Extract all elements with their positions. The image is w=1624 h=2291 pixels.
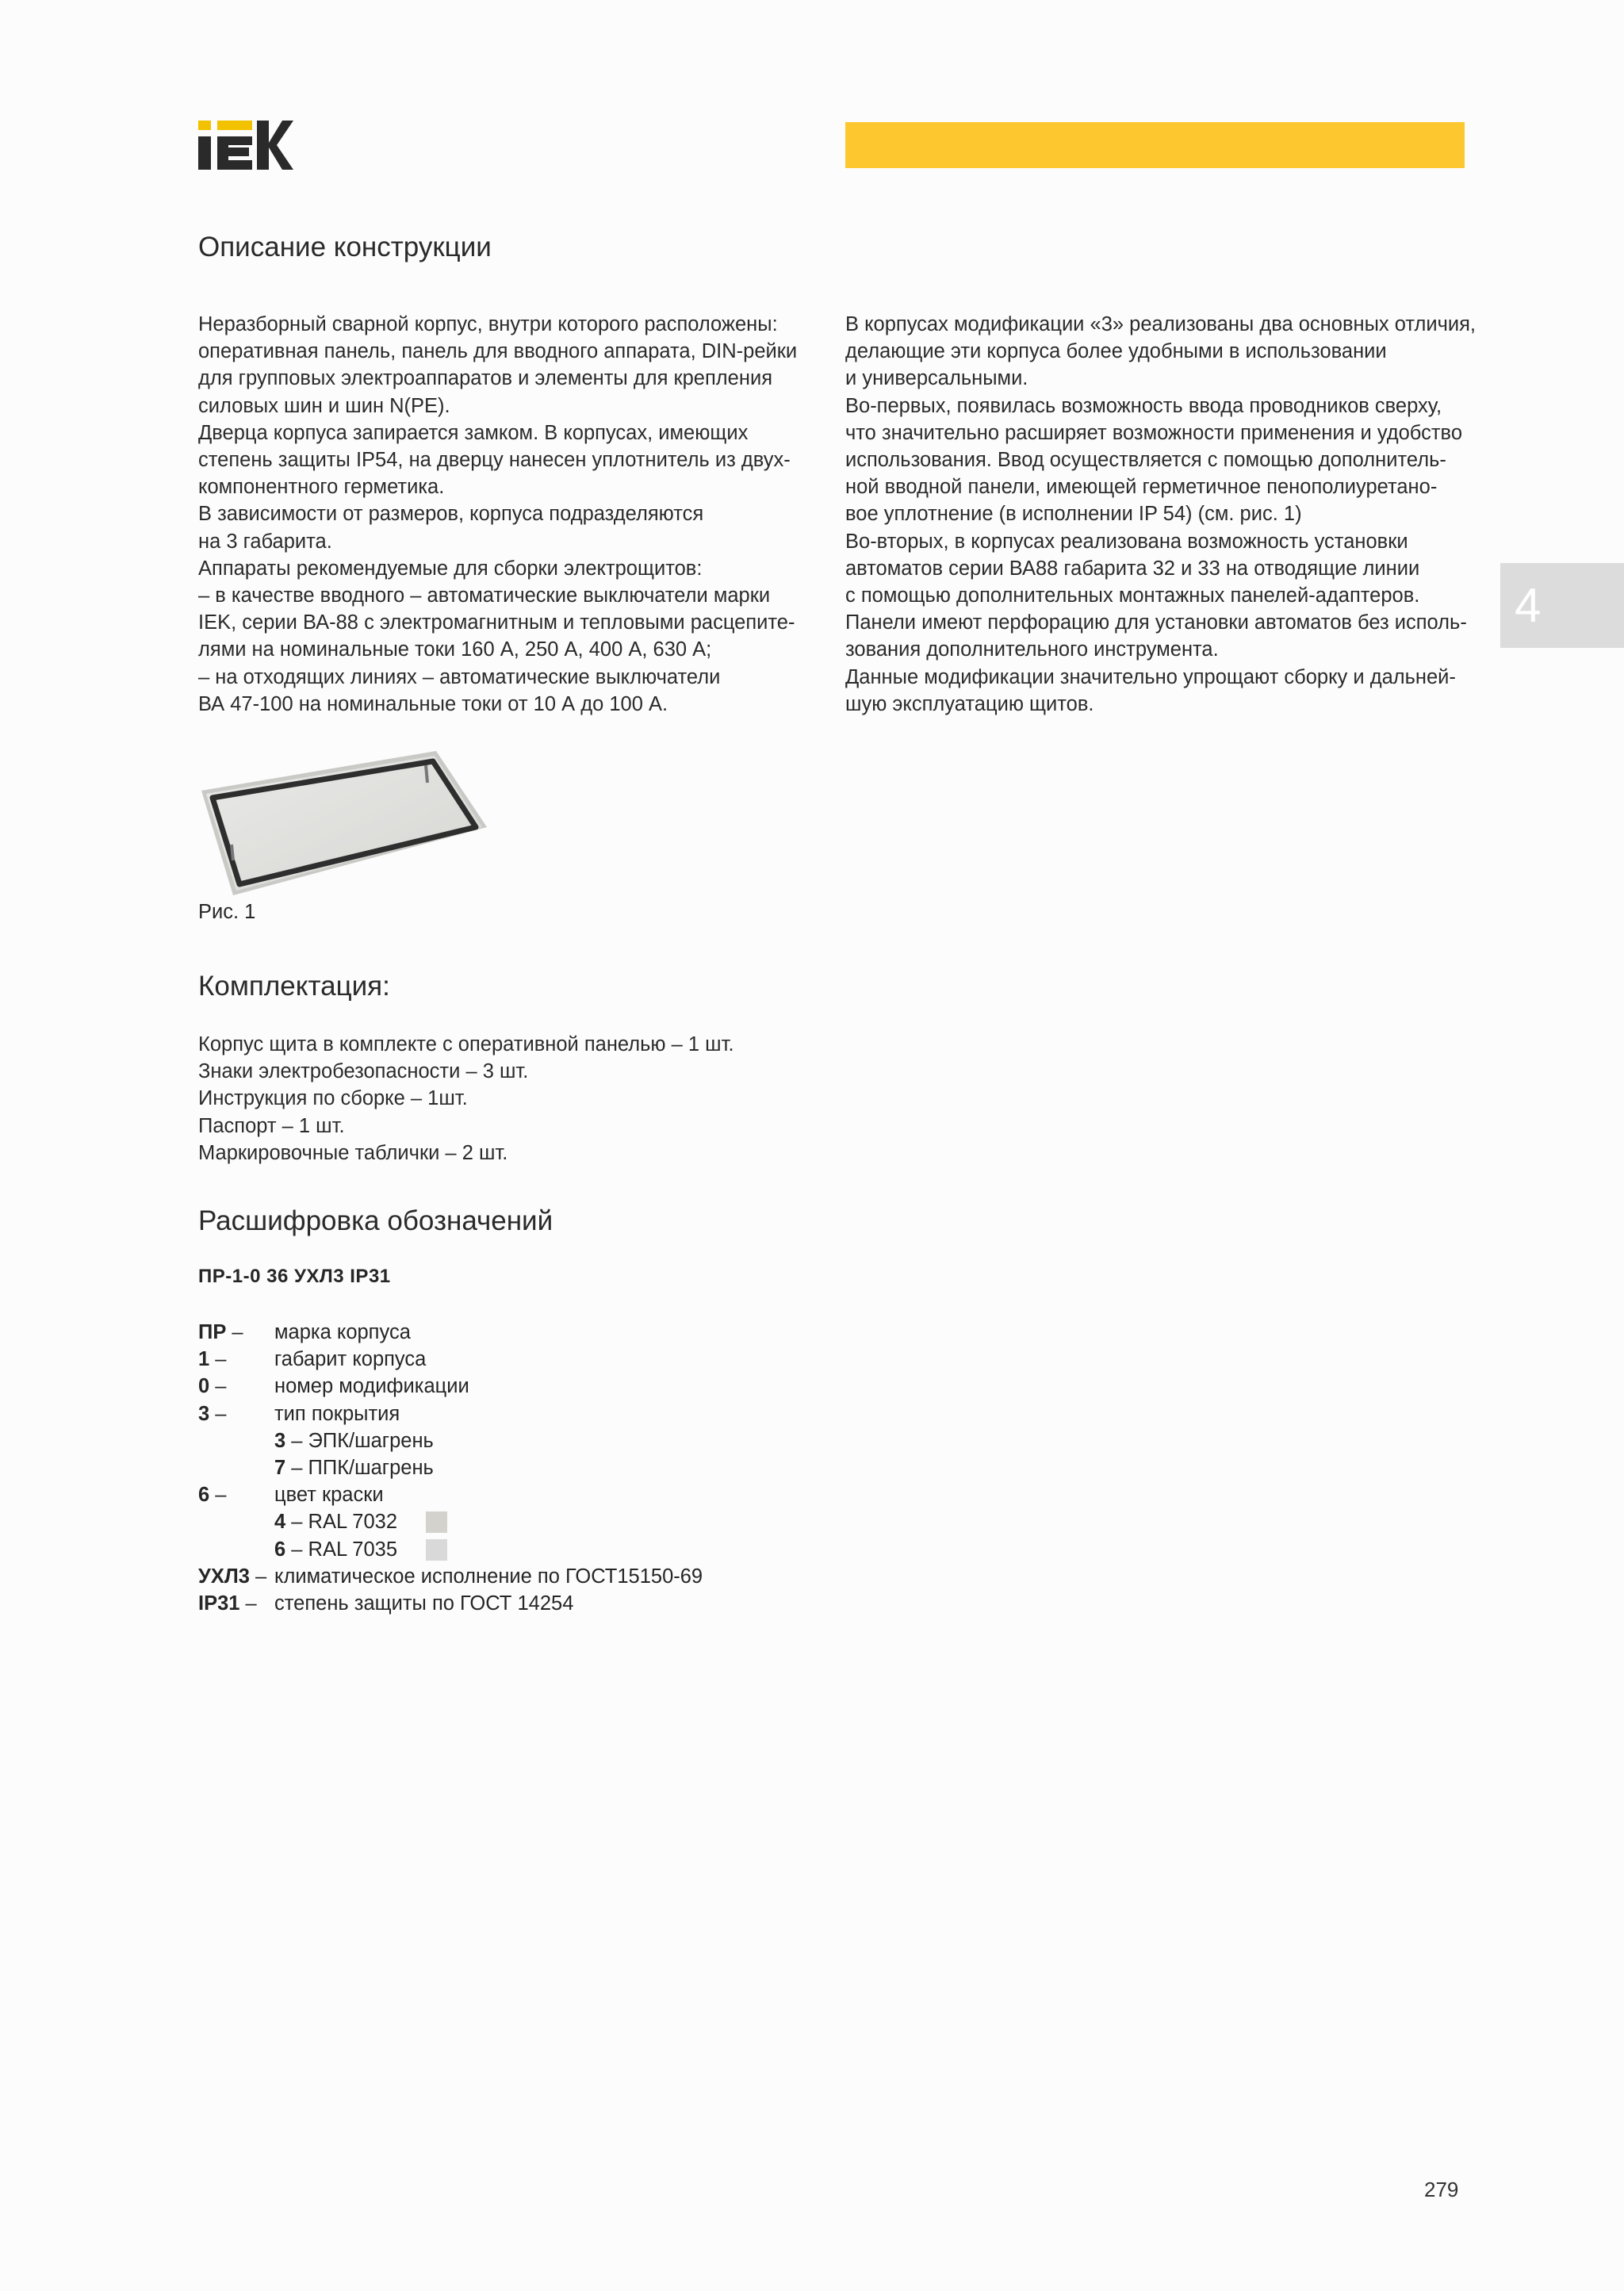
paragraph-line: В корпусах модификации «3» реализованы два основных отличия,: [845, 313, 1477, 335]
designation-code: [198, 1481, 226, 1508]
section-title-construction: Описание конструкции: [198, 232, 492, 262]
designation-code: [198, 1590, 257, 1617]
designation-dash: –: [209, 1484, 227, 1507]
iek-logo-mark: [198, 121, 293, 170]
designation-code-text: 3: [198, 1402, 210, 1425]
header-accent-bar: [845, 122, 1465, 168]
paragraph-line: что значительно расширяет возможности применения и удобство: [845, 421, 1462, 444]
designation-dash: –: [249, 1565, 267, 1588]
designation-code-text: 0: [198, 1375, 210, 1398]
designation-code-text: УХЛ3: [198, 1565, 250, 1588]
paragraph-line: В зависимости от размеров, корпуса подразделяются: [198, 503, 704, 526]
designation-row: [0, 1319, 1624, 1346]
paragraph-line: IEK, серии ВА-88 с электромагнитным и тепловыми расцепите-: [198, 611, 795, 634]
iek-logo: [198, 121, 293, 170]
kit-list-item: Знаки электробезопасности – 3 шт.: [198, 1060, 529, 1083]
paragraph-line: для групповых электроаппаратов и элементы для крепления: [198, 367, 772, 390]
paragraph-line: ВА 47-100 на номинальные токи от 10 А до 100 А.: [198, 692, 668, 715]
designation-code: [198, 1373, 226, 1400]
kit-list-item: Паспорт – 1 шт.: [198, 1114, 345, 1137]
color-swatch: [426, 1539, 447, 1561]
designation-code-text: ПР: [198, 1321, 227, 1343]
paragraph-line: Во-вторых, в корпусах реализована возможность установки: [845, 530, 1408, 553]
designation-row: [0, 1400, 1624, 1427]
color-swatch: [426, 1511, 447, 1533]
designation-sub-code: 3: [274, 1429, 286, 1452]
construction-text-right: [845, 311, 1477, 718]
designation-description: климатическое исполнение по ГОСТ15150-69: [274, 1565, 703, 1588]
construction-text-left: [198, 311, 825, 718]
designation-description: габарит корпуса: [274, 1348, 427, 1371]
designation-sub-description: – RAL 7035: [285, 1538, 398, 1561]
paragraph-line: использования. Ввод осуществляется с помощью дополнитель-: [845, 449, 1446, 472]
designation-row: [0, 1346, 1624, 1373]
paragraph-line: делающие эти корпуса более удобными в использовании: [845, 340, 1387, 363]
designation-sub-code: 7: [274, 1457, 286, 1479]
paragraph-line: степень защиты IP54, на дверцу нанесен уплотнитель из двух-: [198, 449, 791, 472]
designation-code-text: IP31: [198, 1592, 240, 1615]
kit-list: [198, 1031, 734, 1167]
paragraph-line: шую эксплуатацию щитов.: [845, 692, 1094, 715]
input-panel-photo: [198, 748, 490, 898]
paragraph-line: зования дополнительного инструмента.: [845, 638, 1219, 661]
paragraph-line: вое уплотнение (в исполнении IP 54) (см. рис. 1): [845, 503, 1302, 526]
designation-row: [0, 1373, 1624, 1400]
paragraph-line: Аппараты рекомендуемые для сборки электрощитов:: [198, 557, 703, 580]
designation-code: [198, 1400, 226, 1427]
designation-dash: –: [209, 1402, 227, 1425]
designation-code: [198, 1319, 243, 1346]
paragraph-line: и универсальными.: [845, 367, 1028, 390]
designation-row: [0, 1481, 1624, 1508]
designation-code: [198, 1346, 226, 1373]
paragraph-line: Данные модификации значительно упрощают сборку и дальней-: [845, 665, 1456, 688]
designation-sub-code: 4: [274, 1511, 286, 1534]
section-title-kit: Комплектация:: [198, 971, 390, 1002]
model-code: ПР-1-0 36 УХЛ3 IP31: [198, 1266, 391, 1287]
paragraph-line: ной вводной панели, имеющей герметичное пенополиуретано-: [845, 476, 1438, 499]
paragraph-line: оперативная панель, панель для вводного аппарата, DIN-рейки: [198, 340, 798, 363]
designation-code: [198, 1563, 266, 1590]
designation-dash: –: [239, 1592, 257, 1615]
designation-sub-option: [274, 1427, 434, 1454]
designation-code-text: 1: [198, 1348, 210, 1371]
designation-description: номер модификации: [274, 1375, 469, 1398]
kit-list-item: Корпус щита в комплекте с оперативной панелью – 1 шт.: [198, 1033, 734, 1055]
paragraph-line: с помощью дополнительных монтажных панелей-адаптеров.: [845, 584, 1420, 607]
designation-dash: –: [209, 1348, 227, 1371]
designation-description: марка корпуса: [274, 1321, 411, 1343]
figure-caption: Рис. 1: [198, 901, 256, 923]
designation-sub-code: 6: [274, 1538, 286, 1561]
paragraph-line: автоматов серии ВА88 габарита 32 и 33 на отводящие линии: [845, 557, 1420, 580]
designation-sub-description: – ЭПК/шагрень: [285, 1429, 434, 1452]
chapter-tab: 4: [1500, 563, 1624, 648]
designation-sub-option: [274, 1454, 434, 1481]
paragraph-line: лями на номинальные токи 160 А, 250 А, 400 А, 630 А;: [198, 638, 712, 661]
designation-sub-option: [274, 1536, 397, 1563]
designation-dash: –: [226, 1321, 243, 1343]
paragraph-line: Неразборный сварной корпус, внутри которого расположены:: [198, 313, 778, 335]
designation-code-text: 6: [198, 1484, 210, 1507]
designation-row: [0, 1427, 1624, 1454]
paragraph-line: компонентного герметика.: [198, 476, 445, 499]
designation-row: [0, 1508, 1624, 1535]
designation-row: [0, 1563, 1624, 1590]
designation-description: цвет краски: [274, 1484, 384, 1507]
designation-row: [0, 1454, 1624, 1481]
designation-description: степень защиты по ГОСТ 14254: [274, 1592, 574, 1615]
designation-sub-description: – RAL 7032: [285, 1511, 398, 1534]
designation-row: [0, 1536, 1624, 1563]
paragraph-line: – на отходящих линиях – автоматические выключатели: [198, 665, 721, 688]
kit-list-item: Инструкция по сборке – 1шт.: [198, 1087, 468, 1110]
paragraph-line: – в качестве вводного – автоматические выключатели марки: [198, 584, 771, 607]
section-title-decoding: Расшифровка обозначений: [198, 1205, 553, 1236]
paragraph-line: Дверца корпуса запирается замком. В корпусах, имеющих: [198, 421, 749, 444]
designation-description: тип покрытия: [274, 1402, 400, 1425]
designation-sub-option: [274, 1508, 397, 1535]
kit-list-item: Маркировочные таблички – 2 шт.: [198, 1141, 508, 1164]
paragraph-line: Панели имеют перфорацию для установки автоматов без исполь-: [845, 611, 1467, 634]
designation-row: [0, 1590, 1624, 1617]
paragraph-line: Во-первых, появилась возможность ввода проводников сверху,: [845, 394, 1442, 417]
paragraph-line: силовых шин и шин N(PE).: [198, 394, 450, 417]
paragraph-line: на 3 габарита.: [198, 530, 332, 553]
designation-dash: –: [209, 1375, 227, 1398]
designation-sub-description: – ППК/шагрень: [285, 1457, 434, 1479]
page-number: 279: [1424, 2178, 1459, 2201]
